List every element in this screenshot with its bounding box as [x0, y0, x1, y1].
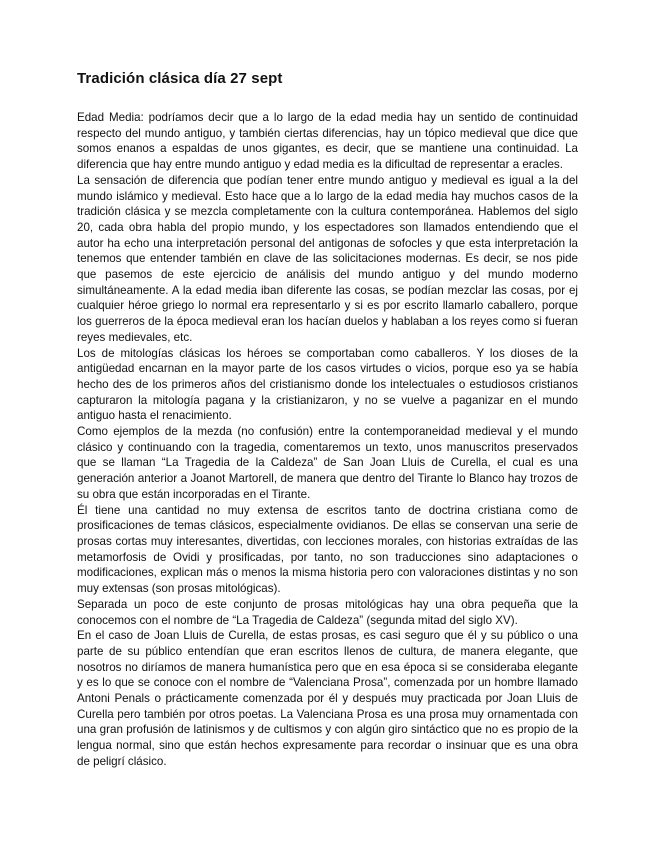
- paragraph: La sensación de diferencia que podían tener entre mundo antiguo y medieval es igual a la del mundo islámico y medieval. Esto hace que a lo largo de la edad media hay muchos casos de la tradición clásica y se mezcla completamente con la cultura contemporánea. Hablemos del siglo 20, cada obra habla del propio mundo, y los espectadores son llamados entendiendo que el autor ha echo una interpretación personal del antigonas de sofocles y que esta interpretación la tenemos que entender también en clave de las solicitaciones modernas. Es decir, se nos pide que pasemos de este ejercicio de análisis del mundo antiguo y del mundo moderno simultáneamente. A la edad media iban diferente las cosas, se podían mezclar las cosas, por ej cualquier héroe griego lo normal era representarlo y si es por escrito llamarlo caballero, porque los guerreros de la época medieval eran los hacían duelos y hablaban a los reyes como si fueran reyes medievales, etc.: [77, 173, 578, 344]
- document-body: [77, 110, 578, 770]
- paragraph: Como ejemplos de la mezda (no confusión) entre la contemporaneidad medieval y el mundo clásico y continuando con la tragedia, comentaremos un texto, unos manuscritos preservados que se llaman “La Tragedia de la Caldeza” de San Joan Lluis de Curella, el cual es una generación anterior a Joanot Martorell, de manera que dentro del Tirante lo Blanco hay trozos de su obra que están incorporadas en el Tirante.: [77, 425, 578, 501]
- paragraph: Separada un poco de este conjunto de prosas mitológicas hay una obra pequeña que la conocemos con el nombre de “La Tragedia de Caldeza” (segunda mitad del siglo XV).: [77, 597, 578, 627]
- paragraph: Edad Media: podríamos decir que a lo largo de la edad media hay un sentido de continuidad respecto del mundo antiguo, y también ciertas diferencias, hay un tópico medieval que dice que somos enanos a espaldas de unos gigantes, es decir, que se mantiene una continuidad. La diferencia que hay entre mundo antiguo y edad media es la dificultad de representar a eracles.: [77, 111, 578, 172]
- paragraph: Los de mitologías clásicas los héroes se comportaban como caballeros. Y los dioses de la antigüedad encarnan en la mayor parte de los casos virtudes o vicios, porque eso ya se había hecho des de los primeros años del cristianismo donde los intelectuales o estudiosos cristianos capturaron la mitología pagana y la cristianizaron, y no se vuelve a paganizar en el mundo antiguo hasta el renacimiento.: [77, 346, 578, 423]
- document-page: [77, 70, 578, 770]
- paragraph: Él tiene una cantidad no muy extensa de escritos tanto de doctrina cristiana como de prosificaciones de temas clásicos, especialmente ovidianos. De ellas se conservan una serie de prosas cortas muy interesantes, divertidas, con lecciones morales, con historias extraídas de las metamorfosis de Ovidi y prosificadas, por tanto, no son traducciones sino adaptaciones o modificaciones, explican más o menos la misma historia pero con valoraciones distintas y no son muy extensas (son prosas mitológicas).: [77, 503, 578, 596]
- paragraph: En el caso de Joan Lluis de Curella, de estas prosas, es casi seguro que él y su público o una parte de su público entendían que eran escritos llenos de cultura, de manera elegante, que nosotros no diríamos de manera humanística pero que en esa época si se consideraba elegante y es lo que se conoce con el nombre de “Valenciana Prosa”, comenzada por un hombre llamado Antoni Penals o prácticamente comenzada por él y después muy practicada por Joan Lluis de Curella pero también por otros poetas. La Valenciana Prosa es una prosa muy ornamentada con una gran profusión de latinismos y de cultismos y con algún giro sintáctico que no es propio de la lengua normal, sino que están hechos expresamente para recordar o insinuar que es una obra de peligrí clásico.: [77, 629, 578, 768]
- document-title: Tradición clásica día 27 sept: [77, 70, 283, 87]
